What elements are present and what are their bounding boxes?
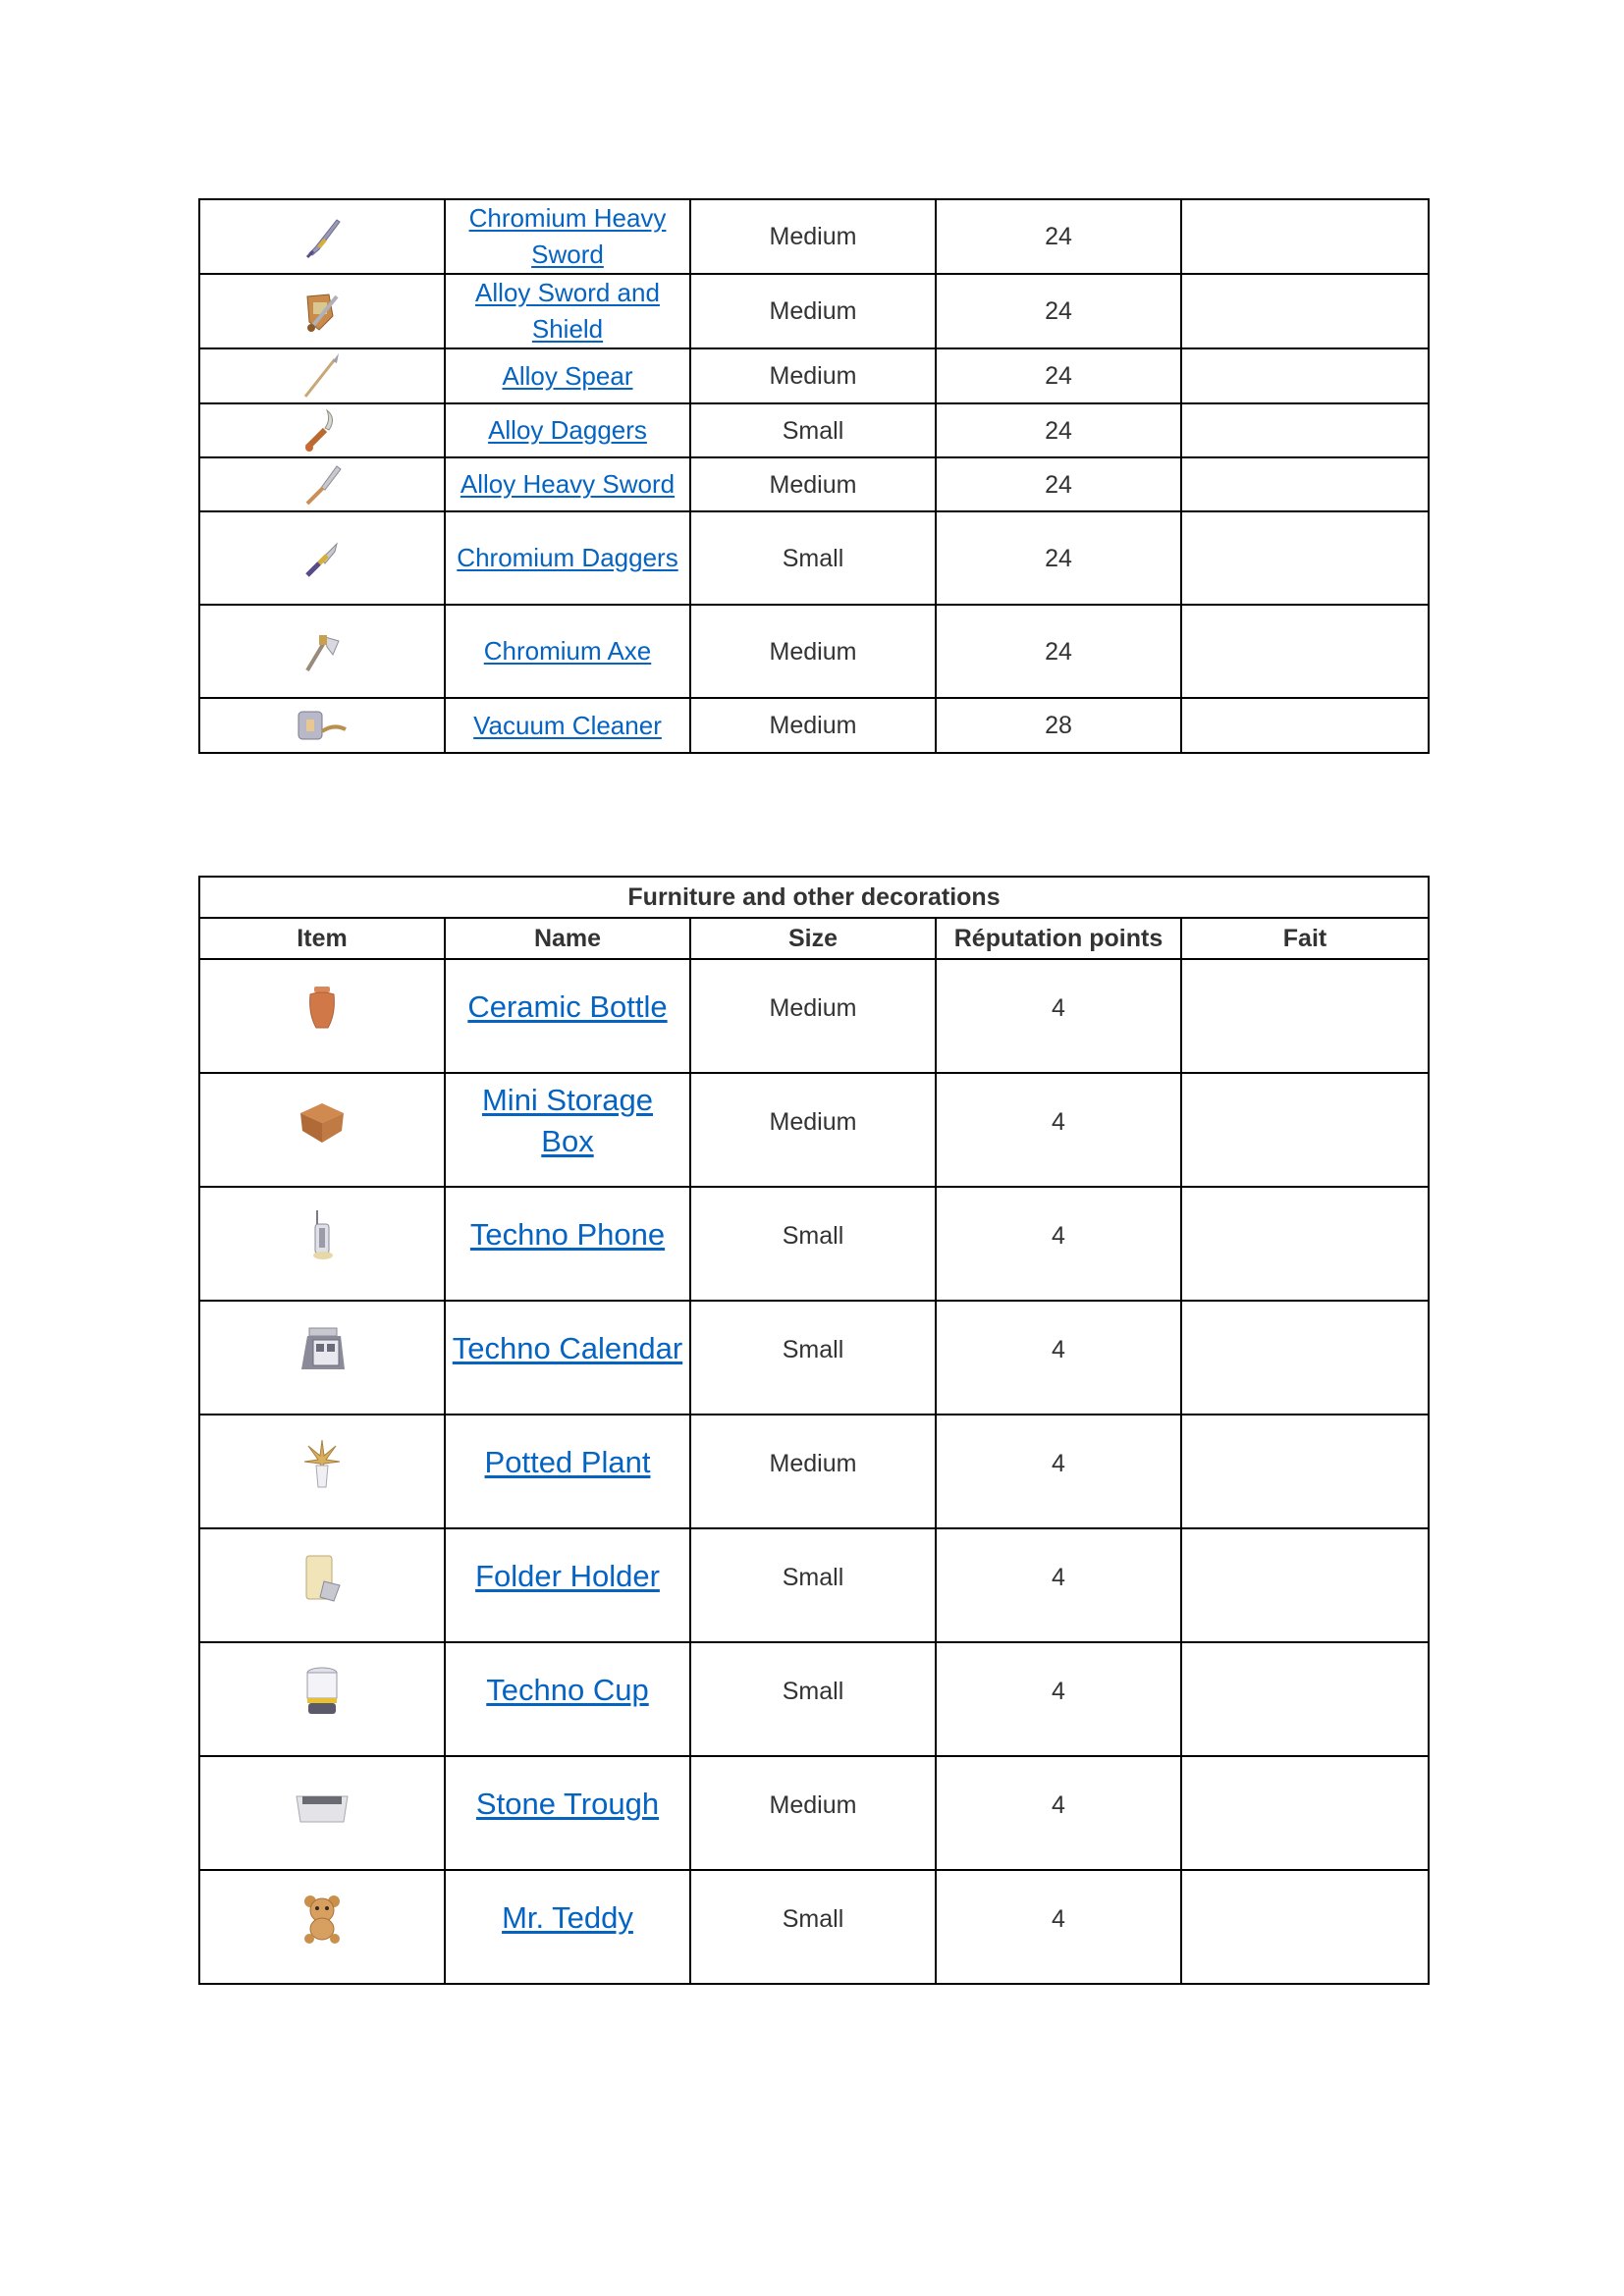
name-cell (445, 1415, 690, 1528)
points-cell: 24 (936, 199, 1181, 274)
size-cell: Small (690, 1187, 936, 1301)
name-cell (445, 199, 690, 274)
name-cell (445, 457, 690, 511)
vacuum-cleaner-icon (295, 706, 350, 745)
table-row (199, 605, 1429, 698)
table-row (199, 511, 1429, 605)
done-cell[interactable] (1181, 1187, 1429, 1301)
item-link[interactable]: Stone Trough (475, 1787, 660, 1821)
name-cell (445, 274, 690, 348)
name-cell (445, 959, 690, 1073)
done-cell[interactable] (1181, 1073, 1429, 1187)
chromium-axe-icon (298, 627, 347, 676)
name-cell (445, 511, 690, 605)
points-cell: 4 (936, 1301, 1181, 1415)
table-row (199, 1073, 1429, 1187)
done-cell[interactable] (1181, 698, 1429, 753)
done-cell[interactable] (1181, 605, 1429, 698)
done-cell[interactable] (1181, 348, 1429, 403)
weapons-table (198, 198, 1430, 754)
item-cell (199, 605, 445, 698)
name-cell (445, 403, 690, 457)
done-cell[interactable] (1181, 199, 1429, 274)
item-cell (199, 199, 445, 274)
size-cell: Medium (690, 199, 936, 274)
column-header-size: Size (690, 918, 936, 959)
column-header-done: Fait (1181, 918, 1429, 959)
table-header-row (199, 918, 1429, 959)
column-header-name: Name (445, 918, 690, 959)
table-title-row (199, 877, 1429, 918)
item-link[interactable]: Chromium Heavy Sword (468, 203, 667, 269)
table-title: Furniture and other decorations (199, 877, 1429, 918)
folder-holder-icon (300, 1552, 344, 1603)
table-row (199, 274, 1429, 348)
points-cell: 4 (936, 1756, 1181, 1870)
points-cell: 24 (936, 274, 1181, 348)
points-cell: 24 (936, 457, 1181, 511)
item-cell (199, 698, 445, 753)
size-cell: Small (690, 1642, 936, 1756)
name-cell (445, 698, 690, 753)
item-cell (199, 348, 445, 403)
item-cell (199, 1415, 445, 1528)
item-link[interactable]: Chromium Daggers (457, 543, 678, 572)
mr-teddy-icon (300, 1894, 344, 1945)
size-cell: Medium (690, 959, 936, 1073)
done-cell[interactable] (1181, 1528, 1429, 1642)
stone-trough-icon (293, 1787, 352, 1826)
points-cell: 24 (936, 605, 1181, 698)
table-row (199, 457, 1429, 511)
points-cell: 24 (936, 511, 1181, 605)
size-cell: Medium (690, 1756, 936, 1870)
item-link[interactable]: Alloy Spear (502, 360, 633, 391)
item-link[interactable]: Alloy Heavy Sword (460, 469, 676, 499)
item-cell (199, 1528, 445, 1642)
table-row (199, 1870, 1429, 1984)
table-row (199, 1642, 1429, 1756)
points-cell: 24 (936, 403, 1181, 457)
item-cell (199, 511, 445, 605)
name-cell (445, 1528, 690, 1642)
name-cell (445, 1870, 690, 1984)
item-link[interactable]: Techno Calendar (452, 1331, 683, 1365)
points-cell: 4 (936, 1187, 1181, 1301)
size-cell: Small (690, 1528, 936, 1642)
item-cell (199, 1756, 445, 1870)
table-row (199, 1187, 1429, 1301)
table-row (199, 348, 1429, 403)
size-cell: Medium (690, 274, 936, 348)
item-link[interactable]: Mr. Teddy (502, 1900, 633, 1935)
ceramic-bottle-icon (302, 985, 342, 1032)
column-header-points: Réputation points (936, 918, 1181, 959)
points-cell: 4 (936, 1415, 1181, 1528)
size-cell: Medium (690, 1073, 936, 1187)
item-link[interactable]: Alloy Daggers (488, 415, 647, 445)
item-cell (199, 1870, 445, 1984)
item-link[interactable]: Techno Cup (486, 1673, 649, 1707)
done-cell[interactable] (1181, 511, 1429, 605)
item-link[interactable]: Mini Storage Box (481, 1083, 654, 1158)
potted-plant-icon (302, 1436, 342, 1491)
item-cell (199, 1642, 445, 1756)
points-cell: 28 (936, 698, 1181, 753)
done-cell[interactable] (1181, 274, 1429, 348)
size-cell: Medium (690, 605, 936, 698)
item-link[interactable]: Chromium Axe (483, 636, 652, 666)
size-cell: Medium (690, 457, 936, 511)
size-cell: Medium (690, 1415, 936, 1528)
table-row (199, 959, 1429, 1073)
item-link[interactable]: Ceramic Bottle (467, 989, 668, 1024)
points-cell: 4 (936, 1073, 1181, 1187)
alloy-heavy-sword-icon (298, 460, 347, 509)
item-link[interactable]: Vacuum Cleaner (473, 710, 662, 740)
table-row (199, 1415, 1429, 1528)
item-cell (199, 1187, 445, 1301)
alloy-spear-icon (298, 351, 347, 400)
size-cell: Small (690, 511, 936, 605)
column-header-item: Item (199, 918, 445, 959)
alloy-daggers-icon (298, 406, 347, 455)
item-link[interactable]: Potted Plant (484, 1445, 651, 1479)
size-cell: Medium (690, 698, 936, 753)
name-cell (445, 1756, 690, 1870)
table-row (199, 199, 1429, 274)
done-cell[interactable] (1181, 1870, 1429, 1984)
points-cell: 4 (936, 1528, 1181, 1642)
item-cell (199, 274, 445, 348)
name-cell (445, 1073, 690, 1187)
done-cell[interactable] (1181, 1415, 1429, 1528)
done-cell[interactable] (1181, 403, 1429, 457)
techno-cup-icon (302, 1665, 342, 1718)
mini-storage-box-icon (297, 1099, 348, 1145)
item-cell (199, 1301, 445, 1415)
item-cell (199, 457, 445, 511)
table-row (199, 698, 1429, 753)
done-cell[interactable] (1181, 457, 1429, 511)
points-cell: 4 (936, 1870, 1181, 1984)
item-link[interactable]: Techno Phone (469, 1217, 666, 1252)
points-cell: 24 (936, 348, 1181, 403)
table-row (199, 1756, 1429, 1870)
name-cell (445, 1187, 690, 1301)
points-cell: 4 (936, 959, 1181, 1073)
alloy-sword-and-shield-icon (298, 287, 347, 336)
item-cell (199, 1073, 445, 1187)
techno-phone-icon (307, 1208, 337, 1263)
done-cell[interactable] (1181, 1756, 1429, 1870)
done-cell[interactable] (1181, 959, 1429, 1073)
name-cell (445, 348, 690, 403)
name-cell (445, 1301, 690, 1415)
table-row (199, 1528, 1429, 1642)
table-row (199, 403, 1429, 457)
chromium-daggers-icon (298, 534, 347, 583)
item-cell (199, 403, 445, 457)
size-cell: Medium (690, 348, 936, 403)
table-row (199, 1301, 1429, 1415)
name-cell (445, 605, 690, 698)
done-cell[interactable] (1181, 1301, 1429, 1415)
points-cell: 4 (936, 1642, 1181, 1756)
size-cell: Small (690, 403, 936, 457)
size-cell: Small (690, 1301, 936, 1415)
item-cell (199, 959, 445, 1073)
done-cell[interactable] (1181, 1642, 1429, 1756)
size-cell: Small (690, 1870, 936, 1984)
chromium-heavy-sword-icon (298, 212, 347, 261)
decorations-table (198, 876, 1430, 1985)
item-link[interactable]: Alloy Sword and Shield (475, 278, 660, 344)
techno-calendar-icon (296, 1326, 349, 1373)
name-cell (445, 1642, 690, 1756)
item-link[interactable]: Folder Holder (475, 1559, 660, 1593)
